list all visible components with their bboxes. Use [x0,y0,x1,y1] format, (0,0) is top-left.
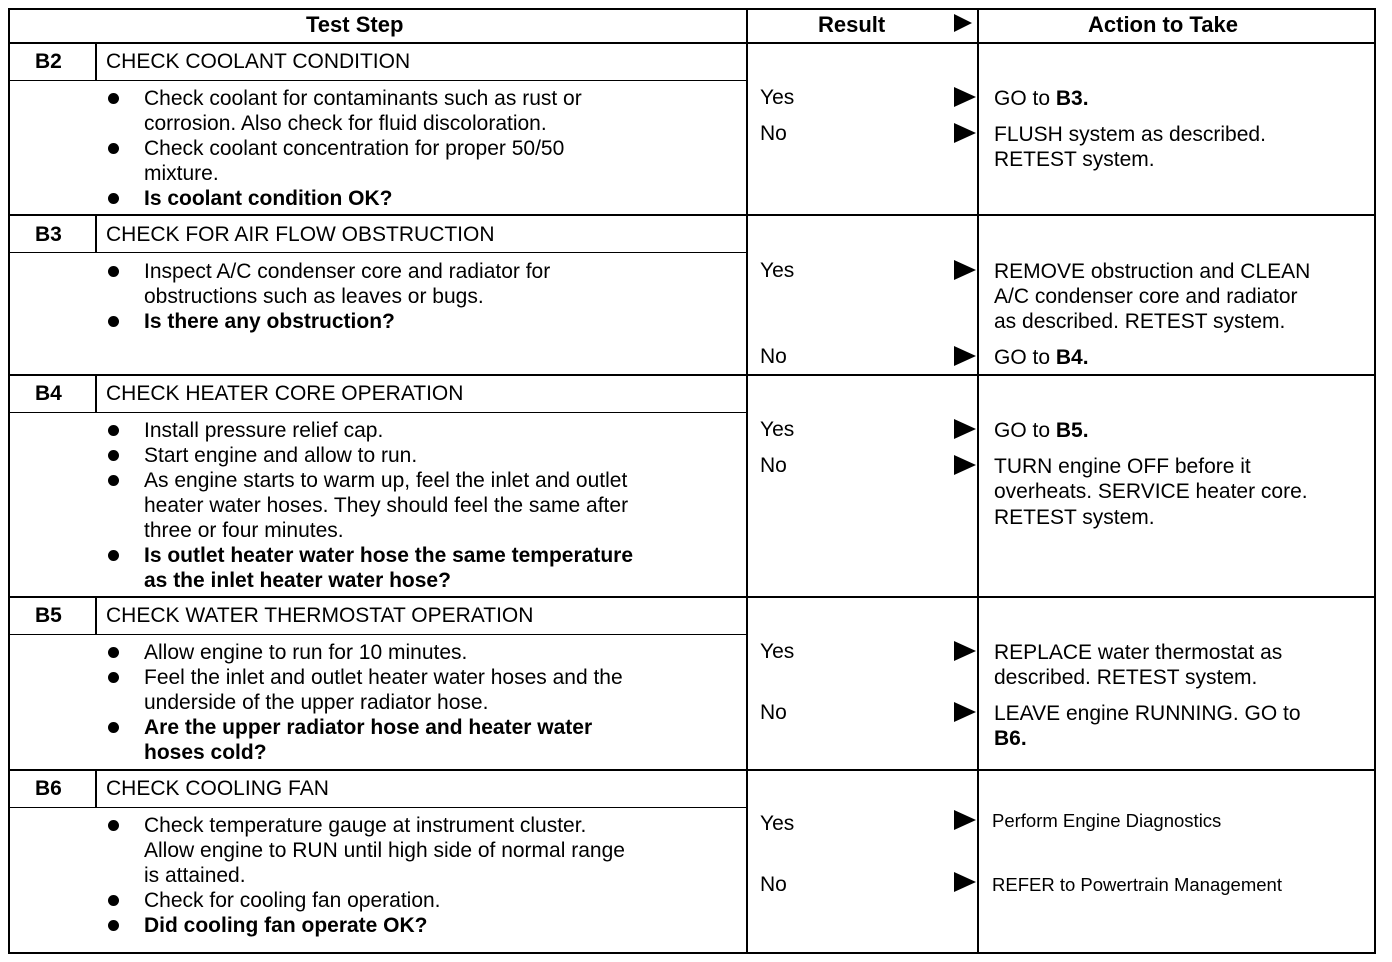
action-b5-yes: described. RETEST system. [994,666,1258,689]
bullet-icon [108,475,119,486]
step-code-b2: B2 [35,50,62,73]
divider-step-b4 [8,596,1376,598]
action-b3-yes: REMOVE obstruction and CLEAN [994,260,1311,283]
step-b6-line: Check for cooling fan operation. [144,889,441,912]
divider-step-b2 [8,214,1376,216]
step-b6-line: Check temperature gauge at instrument cluster. [144,814,587,837]
arrow-icon [954,872,976,892]
arrow-icon [954,702,976,722]
result-yes-b2: Yes [760,86,795,109]
bullet-icon [108,93,119,104]
action-b2-no: RETEST system. [994,148,1155,171]
arrow-icon [954,641,976,661]
bullet-icon [108,895,119,906]
step-b2-line: Check coolant for contaminants such as rust or [144,87,582,110]
header-arrow-icon [954,14,972,32]
bullet-icon [108,920,119,931]
divider-title-b2 [8,80,746,81]
step-b5-line: underside of the upper radiator hose. [144,691,489,714]
result-yes-b6: Yes [760,812,795,835]
step-b5-line: Allow engine to run for 10 minutes. [144,641,468,664]
action-b4-no: TURN engine OFF before it [994,455,1251,478]
divider-code-b2 [95,42,97,80]
result-no-b2: No [760,122,787,145]
bullet-icon [108,316,119,327]
step-b5-question: Are the upper radiator hose and heater water [144,716,593,739]
step-b3-line: Inspect A/C condenser core and radiator for [144,260,551,283]
step-b4-line: Install pressure relief cap. [144,419,384,442]
action-b6-yes: Perform Engine Diagnostics [992,810,1222,831]
step-b6-line: Allow engine to RUN until high side of normal range [144,839,625,862]
step-b2-line: corrosion. Also check for fluid discoloration. [144,112,547,135]
step-b6-question: Did cooling fan operate OK? [144,914,428,937]
bullet-icon [108,193,119,204]
bullet-icon [108,672,119,683]
step-b2-line: Check coolant concentration for proper 50/50 [144,137,565,160]
divider-title-b5 [8,634,746,635]
bullet-icon [108,647,119,658]
action-b6-no: REFER to Powertrain Management [992,874,1282,895]
divider-title-b4 [8,412,746,413]
action-b2-no: FLUSH system as described. [994,123,1266,146]
step-code-b6: B6 [35,777,62,800]
divider-code-b3 [95,214,97,252]
arrow-icon [954,87,976,107]
step-b4-line: heater water hoses. They should feel the same after [144,494,629,517]
divider-step-b5 [8,769,1376,771]
divider-code-b4 [95,374,97,412]
result-yes-b5: Yes [760,640,795,663]
action-b4-yes: GO to B5. [994,419,1089,442]
divider-action-col [977,8,979,954]
bullet-icon [108,450,119,461]
action-b4-no: overheats. SERVICE heater core. [994,480,1308,503]
arrow-icon [954,455,976,475]
bullet-icon [108,425,119,436]
divider-code-b6 [95,769,97,807]
step-b4-question: as the inlet heater water hose? [144,569,451,592]
bullet-icon [108,820,119,831]
step-b4-line: As engine starts to warm up, feel the inlet and outlet [144,469,628,492]
step-b5-question: hoses cold? [144,741,267,764]
divider-header [8,42,1376,44]
bullet-icon [108,143,119,154]
action-b5-no: B6. [994,727,1027,750]
header-action: Action to Take [1088,12,1238,37]
step-title-b4: CHECK HEATER CORE OPERATION [106,382,464,405]
bullet-icon [108,722,119,733]
action-b4-no: RETEST system. [994,506,1155,529]
bullet-icon [108,266,119,277]
result-no-b3: No [760,345,787,368]
step-code-b3: B3 [35,223,62,246]
action-b5-no: LEAVE engine RUNNING. GO to [994,702,1301,725]
step-title-b3: CHECK FOR AIR FLOW OBSTRUCTION [106,223,495,246]
step-b2-question: Is coolant condition OK? [144,187,393,210]
step-b6-line: is attained. [144,864,246,887]
step-b4-line: Start engine and allow to run. [144,444,418,467]
step-code-b4: B4 [35,382,62,405]
action-b3-yes: A/C condenser core and radiator [994,285,1298,308]
arrow-icon [954,810,976,830]
divider-result-col [746,8,748,954]
divider-step-b3 [8,374,1376,376]
result-yes-b3: Yes [760,259,795,282]
action-b3-no: GO to B4. [994,346,1089,369]
result-no-b6: No [760,873,787,896]
step-code-b5: B5 [35,604,62,627]
arrow-icon [954,260,976,280]
step-b4-question: Is outlet heater water hose the same temperature [144,544,633,567]
step-title-b6: CHECK COOLING FAN [106,777,329,800]
step-title-b2: CHECK COOLANT CONDITION [106,50,411,73]
result-no-b4: No [760,454,787,477]
step-b3-line: obstructions such as leaves or bugs. [144,285,484,308]
step-b2-line: mixture. [144,162,219,185]
divider-title-b3 [8,252,746,253]
action-b5-yes: REPLACE water thermostat as [994,641,1283,664]
arrow-icon [954,419,976,439]
arrow-icon [954,123,976,143]
step-title-b5: CHECK WATER THERMOSTAT OPERATION [106,604,534,627]
header-result: Result [818,12,886,37]
action-b2-yes: GO to B3. [994,87,1089,110]
result-yes-b4: Yes [760,418,795,441]
bullet-icon [108,550,119,561]
result-no-b5: No [760,701,787,724]
arrow-icon [954,346,976,366]
header-test-step: Test Step [306,12,404,37]
step-b5-line: Feel the inlet and outlet heater water hoses and the [144,666,623,689]
step-b4-line: three or four minutes. [144,519,344,542]
action-b3-yes: as described. RETEST system. [994,310,1286,333]
divider-title-b6 [8,807,746,808]
divider-code-b5 [95,596,97,634]
step-b3-question: Is there any obstruction? [144,310,395,333]
